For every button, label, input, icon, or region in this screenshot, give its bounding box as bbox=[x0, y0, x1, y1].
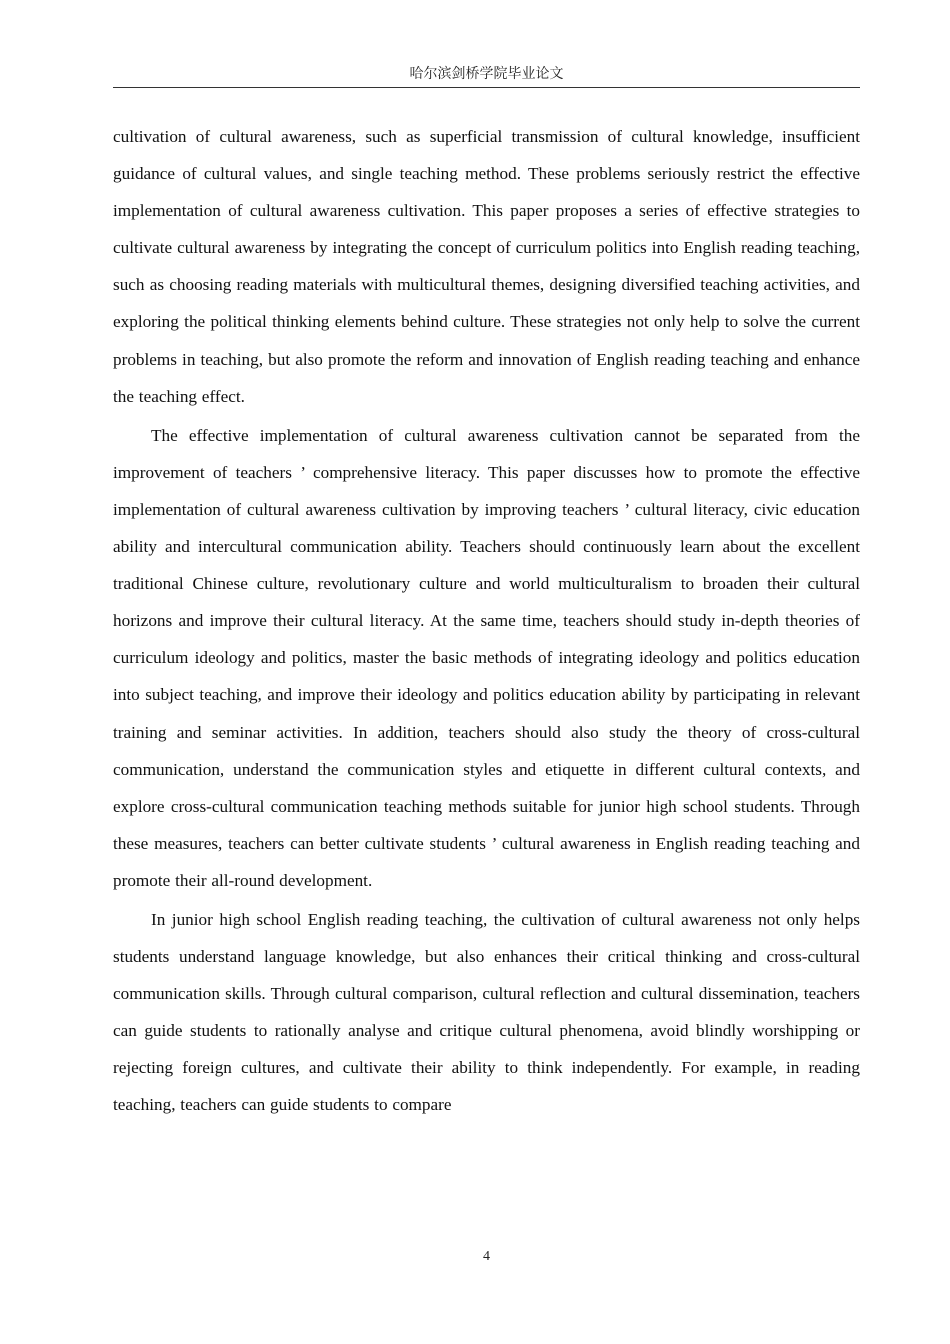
page-number: 4 bbox=[483, 1249, 490, 1264]
paragraph-continued: cultivation of cultural awareness, such as superficial transmission of cultural knowledge, insufficient guidance of cultural values, and single teaching method. These problems seriously restrict the effective implementation of cultural awareness cultivation. This paper proposes a series of effective strategies to cultivate cultural awareness by integrating the concept of curriculum politics into English reading teaching, such as choosing reading materials with multicultural themes, designing diversified teaching activities, and exploring the political thinking elements behind culture. These strategies not only help to solve the current problems in teaching, but also promote the reform and innovation of English reading teaching and enhance the teaching effect. bbox=[113, 127, 860, 406]
paragraph-critical-thinking: In junior high school English reading teaching, the cultivation of cultural awareness not only helps students understand language knowledge, but also enhances their critical thinking and cross-cultural communication skills. Through cultural comparison, cultural reflection and cultural dissemination, teachers can guide students to rationally analyse and critique cultural phenomena, avoid blindly worshipping or rejecting foreign cultures, and cultivate their ability to think independently. For example, in reading teaching, teachers can guide students to compare bbox=[113, 909, 860, 1115]
body-text bbox=[113, 118, 860, 1124]
paragraph-teacher-literacy: The effective implementation of cultural awareness cultivation cannot be separated from the improvement of teachers ’ comprehensive literacy. This paper discusses how to promote the effective implementation of cultural awareness cultivation by improving teachers ’ cultural literacy, civic education ability and intercultural communication ability. Teachers should continuously learn about the excellent traditional Chinese culture, revolutionary culture and world multiculturalism to broaden their cultural horizons and improve their cultural literacy. At the same time, teachers should study in-depth theories of curriculum ideology and politics, master the basic methods of integrating ideology and politics education into subject teaching, and improve their ideology and politics education ability by participating in relevant training and seminar activities. In addition, teachers should also study the theory of cross-cultural communication, understand the communication styles and etiquette in different cultural contexts, and explore cross-cultural communication teaching methods suitable for junior high school students. Through these measures, teachers can better cultivate students ’ cultural awareness in English reading teaching and promote their all-round development. bbox=[113, 425, 860, 890]
running-header: 哈尔滨剑桥学院毕业论文 bbox=[409, 66, 564, 82]
header-divider bbox=[113, 87, 860, 88]
